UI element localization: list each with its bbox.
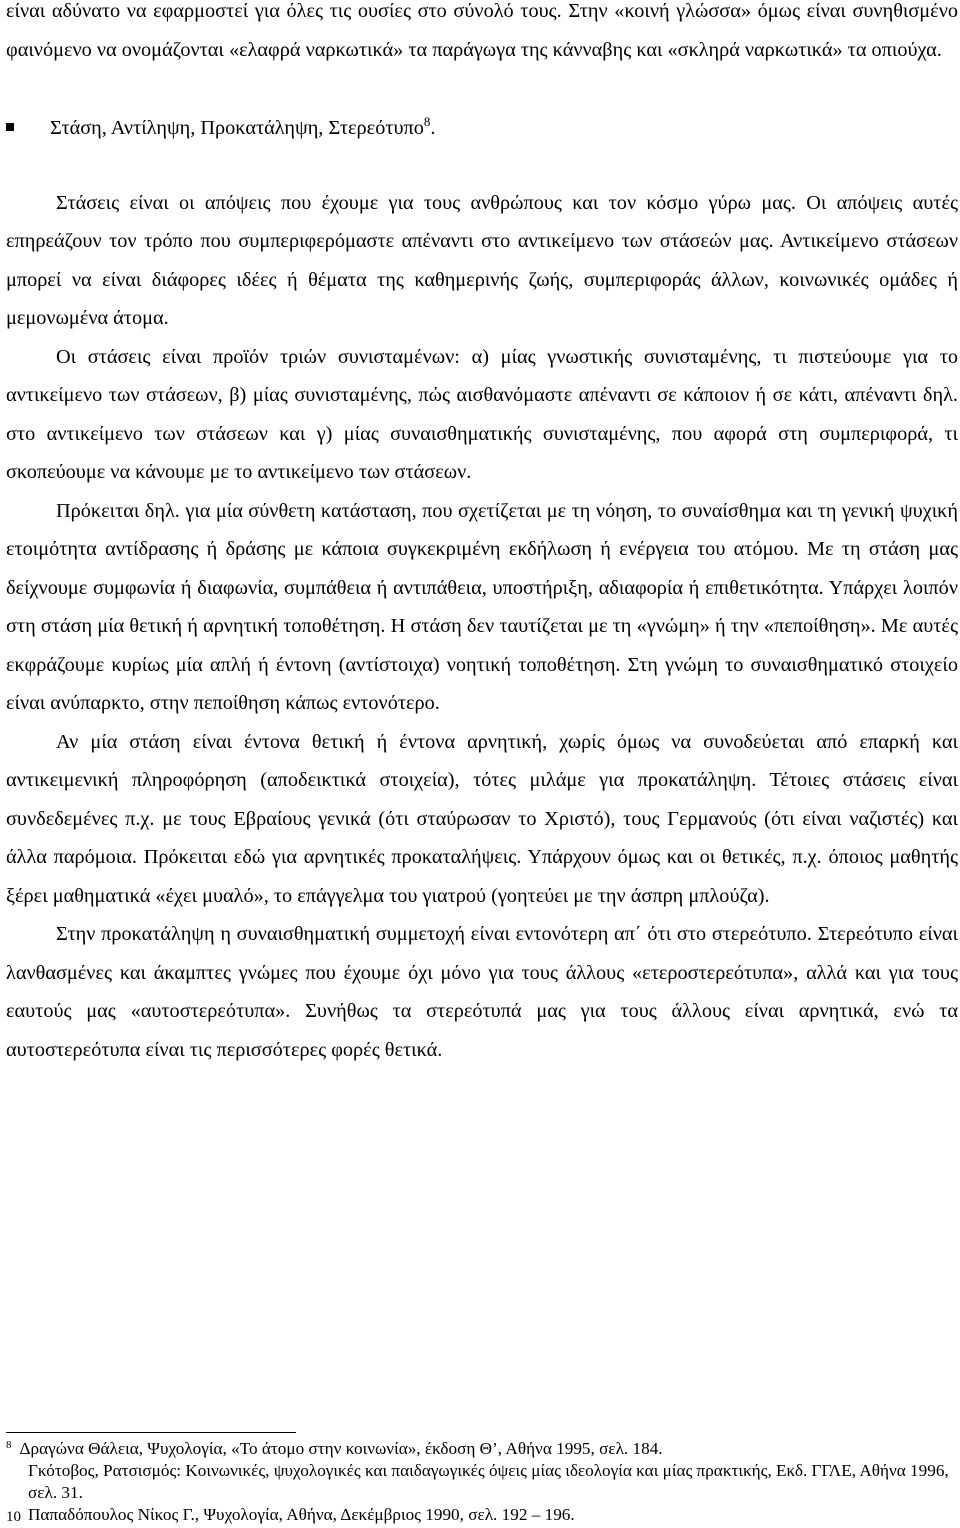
page-number: 10: [6, 1509, 21, 1525]
footnote-entry: [6, 1438, 958, 1460]
footnote-line-1: Δραγώνα Θάλεια, Ψυχολογία, «Το άτομο στην κοινωνία», έκδοση Θ’, Αθήνα 1995, σελ. 184.: [19, 1439, 663, 1458]
paragraph-5: Στην προκατάληψη η συναισθηματική συμμετοχή είναι εντονότερη απ΄ ότι στο στερεότυπο. Στερεότυπο είναι λανθασμένες και άκαμπτες γνώμες που έχουμε όχι μόνο για τους άλλους «ετεροστερεότυπα», αλλά και για τους εαυτούς μας «αυτοστερεότυπα». Συνήθως τα στερεότυπά μας για τους άλλους είναι αρνητικά, ενώ τα αυτοστερεότυπα είναι τις περισσότερες φορές θετικά.: [6, 923, 958, 1061]
document-page: [6, 0, 958, 1069]
section-heading: [6, 109, 958, 148]
paragraph-1: Στάσεις είναι οι απόψεις που έχουμε για τους ανθρώπους και τον κόσμο γύρω μας. Οι απόψεις αυτές επηρεάζουν τον τρόπο που συμπεριφερόμαστε απέναντι στο αντικείμενο των στάσεών μας. Αντικείμενο στάσεων μπορεί να είναι διάφορες ιδέες ή θέματα της καθημερινής ζωής, συμπεριφοράς άλλων, κοινωνικές ομάδες ή μεμονωμένα άτομα.: [6, 191, 958, 329]
footnote-line-3: Παπαδόπουλος Νίκος Γ., Ψυχολογία, Αθήνα, Δεκέμβριος 1990, σελ. 192 – 196.: [28, 1505, 575, 1524]
footnote-line-2: Γκότοβος, Ρατσισμός: Κοινωνικές, ψυχολογικές και παιδαγωγικές όψεις μίας ιδεολογία και μίας πρακτικής, Εκδ. ΓΓΛΕ, Αθήνα 1996, σελ. 31.: [28, 1461, 949, 1502]
paragraph-2: Οι στάσεις είναι προϊόν τριών συνισταμένων: α) μίας γνωστικής συνισταμένης, τι πιστεύουμε για το αντικείμενο των στάσεων, β) μίας συνισταμένης, πώς αισθανόμαστε απέναντι σε κάποιον ή σε κάτι, απέναντι δηλ. στο αντικείμενο των στάσεων και γ) μίας συναισθηματικής συνισταμένης, που αφορά στη συμπεριφορά, τι σκοπεύουμε να κάνουμε με το αντικείμενο των στάσεων.: [6, 345, 958, 483]
footnote-ref: 8: [423, 114, 431, 130]
paragraph-4: Αν μία στάση είναι έντονα θετική ή έντονα αρνητική, χωρίς όμως να συνοδεύεται από επαρκή και αντικειμενική πληροφόρηση (αποδεικτικά στοιχεία), τότες μιλάμε για προκατάληψη. Τέτοιες στάσεις είναι συνδεδεμένες π.χ. με τους Εβραίους γενικά (ότι σταύρωσαν το Χριστό), τους Γερμανούς (ότι είναι ναζιστές) και άλλα παρόμοια. Πρόκειται εδώ για αρνητικές προκαταλήψεις. Υπάρχουν όμως και οι θετικές, π.χ. όποιος μαθητής ξέρει μαθηματικά «έχει μυαλό», το επάγγελμα του γιατρού (γοητεύει με την άσπρη μπλούζα).: [6, 730, 958, 907]
paragraph-intro: είναι αδύνατο να εφαρμοστεί για όλες τις ουσίες στο σύνολό τους. Στην «κοινή γλώσσα» όμως είναι συνηθισμένο φαινόμενο να ονομάζονται «ελαφρά ναρκωτικά» τα παράγωγα της κάνναβης και «σκληρά ναρκωτικά» τα οπιούχα.: [6, 0, 958, 61]
paragraph-3: Πρόκειται δηλ. για μία σύνθετη κατάσταση, που σχετίζεται με τη νόηση, το συναίσθημα και τη γενική ψυχική ετοιμότητα αντίδρασης ή δράσης με κάποια συγκεκριμένη εκδήλωση ή ενέργεια του ατόμου. Με τη στάση μας δείχνουμε συμφωνία ή διαφωνία, συμπάθεια ή αντιπάθεια, υποστήριξη, αδιαφορία ή επιθετικότητα. Υπάρχει λοιπόν στη στάση μία θετική ή αρνητική τοποθέτηση. Η στάση δεν ταυτίζεται με τη «γνώμη» ή την «πεποίθηση». Με αυτές εκφράζουμε κυρίως μία απλή ή έντονη (αντίστοιχα) νοητική τοποθέτηση. Στη γνώμη το συναισθηματικό στοιχείο είναι ανύπαρκτο, στην πεποίθηση κάπως εντονότερο.: [6, 499, 958, 714]
square-bullet-icon: [6, 123, 14, 131]
section-heading-text: [50, 109, 435, 148]
footnote-divider: [6, 1432, 296, 1433]
footnote-number: 8: [6, 1439, 12, 1451]
section-heading-end: .: [430, 117, 436, 139]
footnotes: [6, 1438, 958, 1526]
section-heading-label: Στάση, Αντίληψη, Προκατάληψη, Στερεότυπο: [50, 117, 424, 139]
